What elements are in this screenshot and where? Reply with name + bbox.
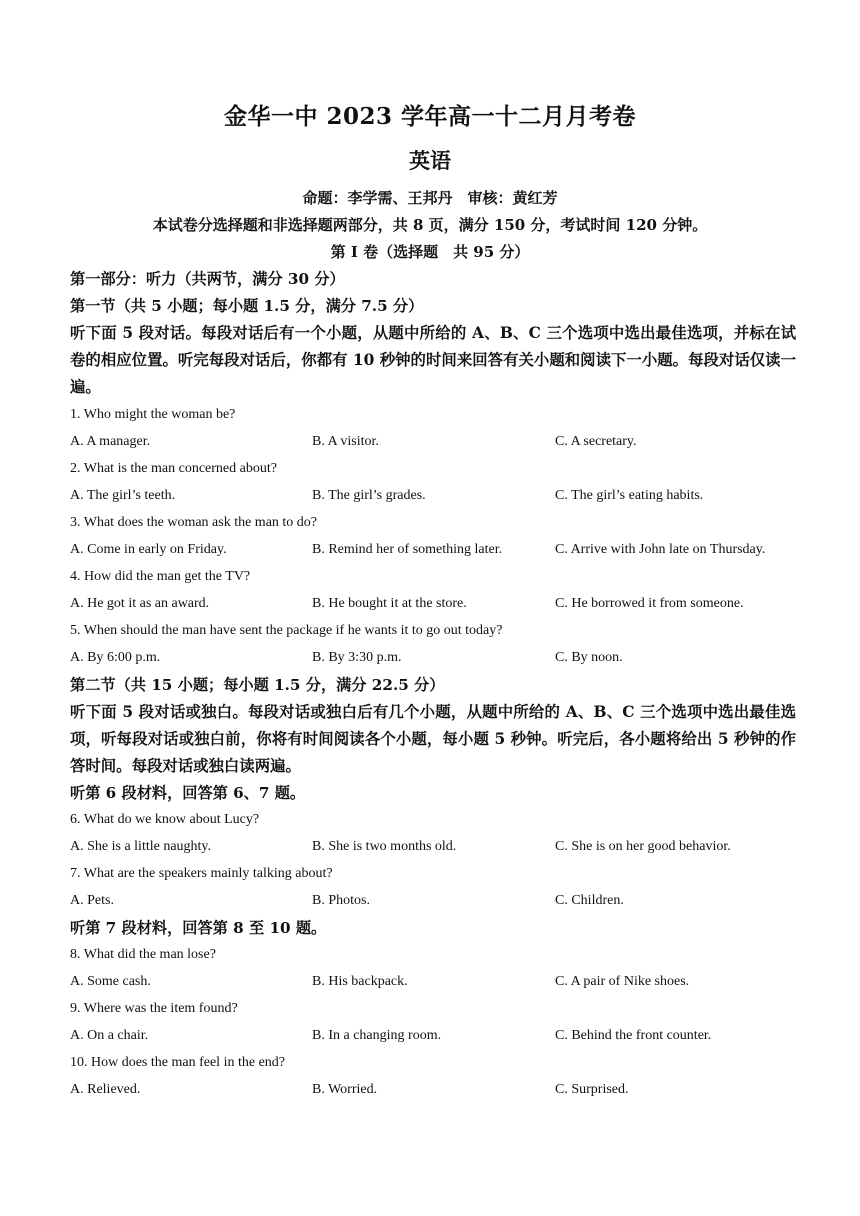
option-b: B. She is two months old. bbox=[312, 839, 457, 854]
option-b: B. His backpack. bbox=[312, 974, 408, 989]
option-a: A. On a chair. bbox=[70, 1028, 149, 1043]
option-b: B. He bought it at the store. bbox=[312, 596, 467, 611]
option-a: A. She is a little naughty. bbox=[70, 839, 212, 854]
option-c: C. Arrive with John late on Thursday. bbox=[555, 542, 766, 557]
option-a: A. Relieved. bbox=[70, 1082, 141, 1097]
option-c: C. He borrowed it from someone. bbox=[555, 596, 744, 611]
subject-title: 英语 bbox=[409, 148, 451, 173]
option-c: C. A secretary. bbox=[555, 434, 637, 449]
question-stem: 5. When should the man have sent the package if he wants it to go out today? bbox=[70, 623, 503, 638]
section1-instruction: 听下面 5 段对话。每段对话后有一个小题，从题中所给的 A、B、C 三个选项中选出最佳选项，并标在试卷的相应位置。听完每段对话后，你都有 10 秒钟的时间来回答有关小题和阅读下一小题。每段对话仅读一遍。 bbox=[70, 324, 796, 396]
option-a: A. He got it as an award. bbox=[70, 596, 210, 611]
exam-intro: 本试卷分选择题和非选择题两部分，共 8 页，满分 150 分，考试时间 120 分钟。 bbox=[152, 216, 708, 234]
question-stem: 10. How does the man feel in the end? bbox=[70, 1055, 285, 1070]
authors-line: 命题：李学需、王邦丹 审核：黄红芳 bbox=[302, 189, 558, 207]
option-a: A. Pets. bbox=[70, 893, 114, 908]
question-stem: 3. What does the woman ask the man to do? bbox=[70, 515, 318, 530]
question-stem: 4. How did the man get the TV? bbox=[70, 569, 251, 584]
option-b: B. Photos. bbox=[312, 893, 370, 908]
question-stem: 2. What is the man concerned about? bbox=[70, 461, 277, 476]
option-c: C. By noon. bbox=[555, 650, 623, 665]
option-b: B. In a changing room. bbox=[312, 1028, 442, 1043]
section2-heading: 第二节（共 15 小题；每小题 1.5 分，满分 22.5 分） bbox=[70, 676, 445, 694]
question-stem: 7. What are the speakers mainly talking about? bbox=[70, 866, 333, 881]
question-stem: 8. What did the man lose? bbox=[70, 947, 216, 962]
section1-heading: 第一节（共 5 小题；每小题 1.5 分，满分 7.5 分） bbox=[70, 297, 424, 315]
material-6-heading: 听第 6 段材料，回答第 6、7 题。 bbox=[70, 784, 306, 802]
option-c: C. She is on her good behavior. bbox=[555, 839, 731, 854]
option-a: A. A manager. bbox=[70, 434, 151, 449]
option-a: A. Come in early on Friday. bbox=[70, 542, 227, 557]
option-c: C. The girl’s eating habits. bbox=[555, 488, 704, 503]
part1-heading: 第一部分：听力（共两节，满分 30 分） bbox=[70, 270, 345, 288]
volume-heading: 第 I 卷（选择题 共 95 分） bbox=[330, 243, 530, 261]
option-b: B. A visitor. bbox=[312, 434, 379, 449]
option-a: A. The girl’s teeth. bbox=[70, 488, 176, 503]
question-stem: 6. What do we know about Lucy? bbox=[70, 812, 260, 827]
option-c: C. Children. bbox=[555, 893, 624, 908]
option-c: C. Surprised. bbox=[555, 1082, 629, 1097]
option-b: B. Worried. bbox=[312, 1082, 378, 1097]
option-b: B. The girl’s grades. bbox=[312, 488, 426, 503]
question-stem: 9. Where was the item found? bbox=[70, 1001, 238, 1016]
section2-instruction: 听下面 5 段对话或独白。每段对话或独白后有几个小题，从题中所给的 A、B、C 三个选项中选出最佳选项，听每段对话或独白前，你将有时间阅读各个小题，每小题 5 秒钟。听完后，各小题将给出 5 秒钟的作答时间。每段对话或独白读两遍。 bbox=[70, 703, 796, 775]
option-a: A. By 6:00 p.m. bbox=[70, 650, 161, 665]
option-c: C. A pair of Nike shoes. bbox=[555, 974, 690, 989]
question-stem: 1. Who might the woman be? bbox=[70, 407, 236, 422]
option-c: C. Behind the front counter. bbox=[555, 1028, 712, 1043]
material-7-heading: 听第 7 段材料，回答第 8 至 10 题。 bbox=[70, 919, 327, 937]
exam-title: 金华一中 2023 学年高一十二月月考卷 bbox=[223, 103, 637, 130]
option-a: A. Some cash. bbox=[70, 974, 151, 989]
option-b: B. Remind her of something later. bbox=[312, 542, 503, 557]
option-b: B. By 3:30 p.m. bbox=[312, 650, 402, 665]
